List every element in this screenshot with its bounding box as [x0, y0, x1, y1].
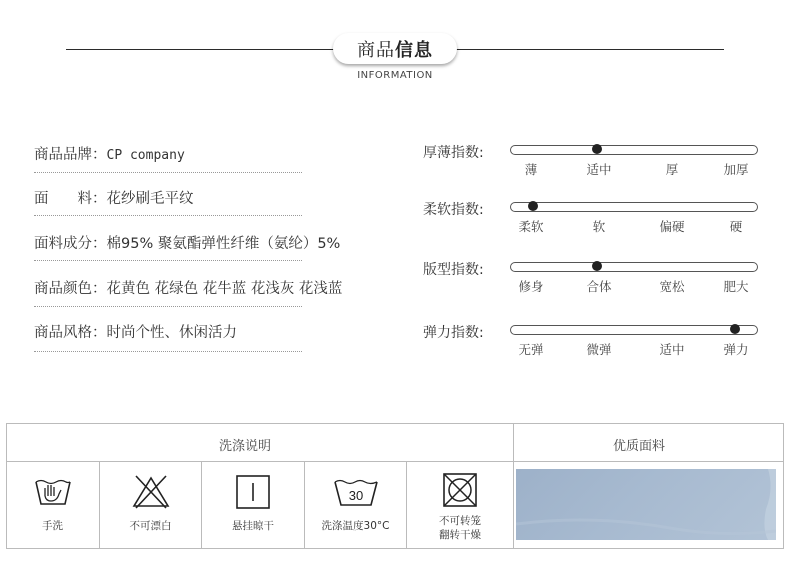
care-hang-dry	[202, 462, 304, 549]
wash-instructions-header: 洗涤说明	[219, 439, 272, 454]
care-wash-temperature	[305, 462, 406, 549]
header-line-right	[456, 49, 724, 50]
index-fit-track	[510, 262, 758, 272]
index-tick: 肥大	[723, 279, 749, 294]
index-tick: 薄	[524, 162, 538, 177]
index-tick: 弹力	[723, 342, 749, 357]
info-fabric-value: 花纱刷毛平纹	[106, 191, 194, 207]
title-light: 商品	[357, 39, 395, 61]
index-tick: 宽松	[659, 279, 685, 294]
care-label-line: 翻转干燥	[439, 529, 481, 541]
index-tick: 加厚	[723, 162, 749, 177]
fabric-texture	[516, 469, 776, 540]
section-title	[333, 33, 457, 64]
index-elasticity-knob	[730, 324, 740, 334]
dotted-divider	[34, 351, 302, 352]
care-label: 洗涤温度30°C	[321, 520, 390, 532]
hang-dry-icon	[235, 474, 271, 510]
index-tick: 无弹	[518, 342, 544, 357]
header-line-left	[66, 49, 336, 50]
info-style-value: 时尚个性、休闲活力	[106, 325, 237, 341]
hand-wash-icon	[34, 474, 72, 508]
dotted-divider	[34, 306, 302, 307]
index-fit-label: 版型指数:	[423, 262, 484, 278]
index-tick: 柔软	[518, 219, 544, 234]
index-thickness-knob	[592, 144, 602, 154]
wash-temp-value: 30	[348, 488, 363, 503]
no-tumble-dry-icon	[442, 472, 478, 508]
index-elasticity-track	[510, 325, 758, 335]
index-fit-knob	[592, 261, 602, 271]
index-softness-label: 柔软指数:	[423, 202, 484, 218]
fabric-swatch-image	[516, 469, 776, 540]
table-column-divider	[513, 423, 514, 549]
info-brand	[34, 143, 185, 164]
care-label: 手洗	[42, 520, 63, 532]
index-tick: 厚	[665, 162, 679, 177]
care-label: 不可漂白	[129, 520, 172, 532]
index-softness-track	[510, 202, 758, 212]
info-color-value: 花黄色 花绿色 花牛蓝 花浅灰 花浅蓝	[106, 281, 343, 297]
index-tick: 微弹	[586, 342, 612, 357]
care-hand-wash	[6, 462, 99, 549]
index-tick: 修身	[518, 279, 544, 294]
index-tick: 适中	[586, 162, 612, 177]
care-no-tumble-dry	[407, 462, 513, 549]
info-color-label: 商品颜色：	[34, 281, 107, 297]
info-fabric	[34, 187, 194, 208]
index-tick: 适中	[659, 342, 685, 357]
dotted-divider	[34, 215, 302, 216]
index-tick: 偏硬	[659, 219, 685, 234]
info-composition	[34, 232, 340, 253]
care-label	[407, 514, 513, 542]
care-no-bleach	[100, 462, 201, 549]
info-style-label: 商品风格：	[34, 325, 107, 341]
info-style	[34, 321, 237, 342]
info-fabric-label: 面 料：	[34, 191, 107, 207]
title-bold: 信息	[395, 39, 433, 61]
info-composition-label: 面料成分：	[34, 236, 107, 252]
care-label-line: 不可转笼	[439, 515, 481, 527]
index-thickness-label: 厚薄指数:	[423, 145, 484, 161]
index-thickness-track	[510, 145, 758, 155]
info-brand-label: 商品品牌：	[34, 147, 107, 163]
wash-temp-icon	[333, 474, 379, 508]
quality-fabric-header: 优质面料	[613, 439, 666, 454]
info-color	[34, 277, 342, 298]
info-brand-value: CP company	[106, 148, 185, 163]
no-bleach-icon	[131, 474, 171, 510]
dotted-divider	[34, 260, 302, 261]
index-elasticity-label: 弹力指数:	[423, 325, 484, 341]
section-subtitle: INFORMATION	[357, 70, 433, 81]
care-label: 悬挂晾干	[232, 520, 274, 532]
index-tick: 合体	[586, 279, 612, 294]
index-tick: 软	[592, 219, 606, 234]
index-softness-knob	[528, 201, 538, 211]
info-composition-value: 棉95% 聚氨酯弹性纤维（氨纶）5%	[106, 236, 341, 252]
index-tick: 硬	[729, 219, 743, 234]
dotted-divider	[34, 172, 302, 173]
